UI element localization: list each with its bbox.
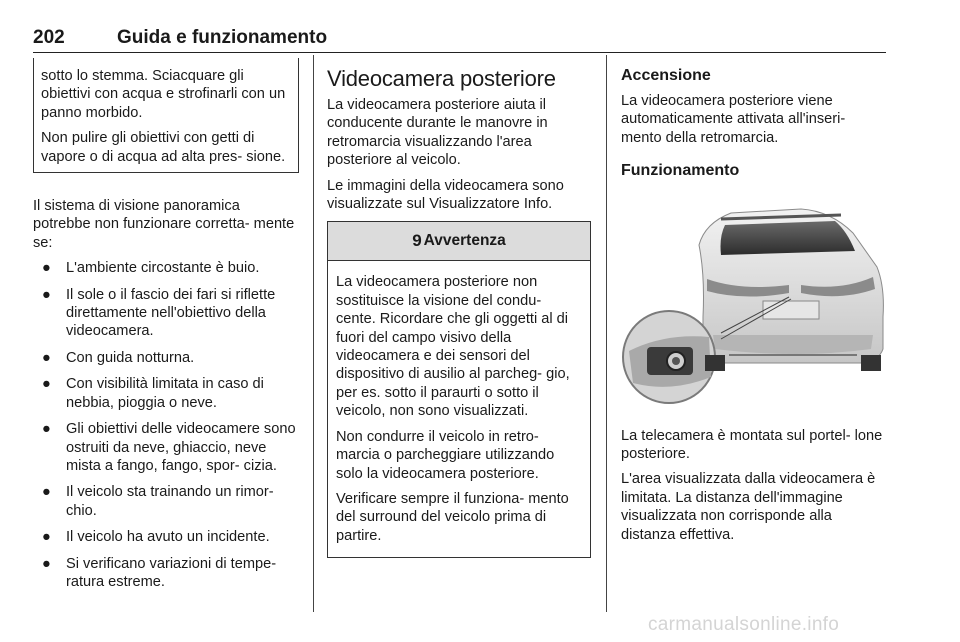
paragraph: La videocamera posteriore aiuta il conducente durante le manovre in retromarcia visualizzando l'area posteriore al veicolo. xyxy=(327,97,548,169)
bullet-icon: ● xyxy=(42,421,51,438)
page-number: 202 xyxy=(33,27,65,48)
list-item xyxy=(33,420,299,475)
bullet-icon: ● xyxy=(42,376,51,393)
bullet-icon: ● xyxy=(42,484,51,501)
list-item-text: L'ambiente circostante è buio. xyxy=(66,260,260,277)
condition-list xyxy=(33,259,299,591)
column-middle xyxy=(327,58,591,558)
paragraph: La videocamera posteriore viene automaticamente attivata all'inseri- mento della retromarcia. xyxy=(621,93,846,146)
warning-paragraph: La videocamera posteriore non sostituisce la visione del condu- cente. Ricordare che gli oggetti al di fuori del campo visivo della videocamera e dei sensori del dispositivo di ausilio al parcheg- gio, per es. sotto il paraurti o sotto il veicolo, non sono visualizzati. xyxy=(336,274,570,420)
list-item-text: Il veicolo sta trainando un rimor- chio. xyxy=(66,484,274,519)
bullet-icon: ● xyxy=(42,555,51,572)
paragraph: La telecamera è montata sul portel- lone posteriore. xyxy=(621,427,883,463)
continued-box xyxy=(33,58,299,173)
list-item-text: Il sole o il fascio dei fari si riflette direttamente nell'obiettivo della videocamera. xyxy=(66,286,276,340)
list-item-text: Con visibilità limitata in caso di nebbia, pioggia o neve. xyxy=(66,376,264,411)
bullet-icon: ● xyxy=(42,529,51,546)
warning-header xyxy=(328,222,590,261)
page-header xyxy=(33,27,886,53)
watermark: carmanualsonline.info xyxy=(648,614,840,635)
list-item-text: Il veicolo ha avuto un incidente. xyxy=(66,529,270,546)
paragraph: Le immagini della videocamera sono visualizzate sul Visualizzatore Info. xyxy=(327,177,564,213)
list-item xyxy=(33,483,299,520)
list-item xyxy=(33,349,299,367)
list-item-text: Con guida notturna. xyxy=(66,349,195,366)
warning-body xyxy=(328,261,590,557)
list-item xyxy=(33,286,299,341)
list-item xyxy=(33,528,299,546)
box-paragraph-2: Non pulire gli obiettivi con getti di vapore o di acqua ad alta pres- sione. xyxy=(41,130,286,165)
bullet-icon: ● xyxy=(42,286,51,303)
section-title: Videocamera posteriore xyxy=(327,66,556,91)
column-divider-2 xyxy=(606,55,607,612)
warning-paragraph: Verificare sempre il funziona- mento del surround del veicolo prima di partire. xyxy=(336,490,569,544)
warning-title: Avvertenza xyxy=(423,232,506,250)
list-item xyxy=(33,259,299,277)
warning-icon: 9 xyxy=(412,231,422,251)
heading-funzionamento: Funzionamento xyxy=(621,162,740,180)
column-right xyxy=(621,58,885,551)
column-divider-1 xyxy=(313,55,314,612)
box-paragraph-1: sotto lo stemma. Sciacquare gli obiettivi con acqua e strofinarli con un panno morbido. xyxy=(41,68,286,121)
rear-camera-illustration xyxy=(621,197,885,407)
warning-box xyxy=(327,221,591,558)
list-item xyxy=(33,555,299,592)
column-left xyxy=(33,58,299,599)
bullet-icon: ● xyxy=(42,260,51,277)
paragraph: L'area visualizzata dalla videocamera è limitata. La distanza dell'immagine visualizzata non corrisponde alla distanza effettiva. xyxy=(621,471,876,543)
list-item xyxy=(33,375,299,412)
warning-paragraph: Non condurre il veicolo in retro- marcia o parcheggiare utilizzando solo la videocamera posteriore. xyxy=(336,428,555,482)
intro-paragraph: Il sistema di visione panoramica potrebbe non funzionare corretta- mente se: xyxy=(33,198,295,251)
list-item-text: Gli obiettivi delle videocamere sono ostruiti da neve, ghiaccio, neve mista a fango, fango, spor- cizia. xyxy=(66,421,296,474)
header-rule xyxy=(33,52,886,53)
heading-accensione: Accensione xyxy=(621,67,711,84)
chapter-title: Guida e funzionamento xyxy=(117,27,328,48)
bullet-icon: ● xyxy=(42,349,51,366)
list-item-text: Si verificano variazioni di tempe- ratura estreme. xyxy=(66,555,277,590)
